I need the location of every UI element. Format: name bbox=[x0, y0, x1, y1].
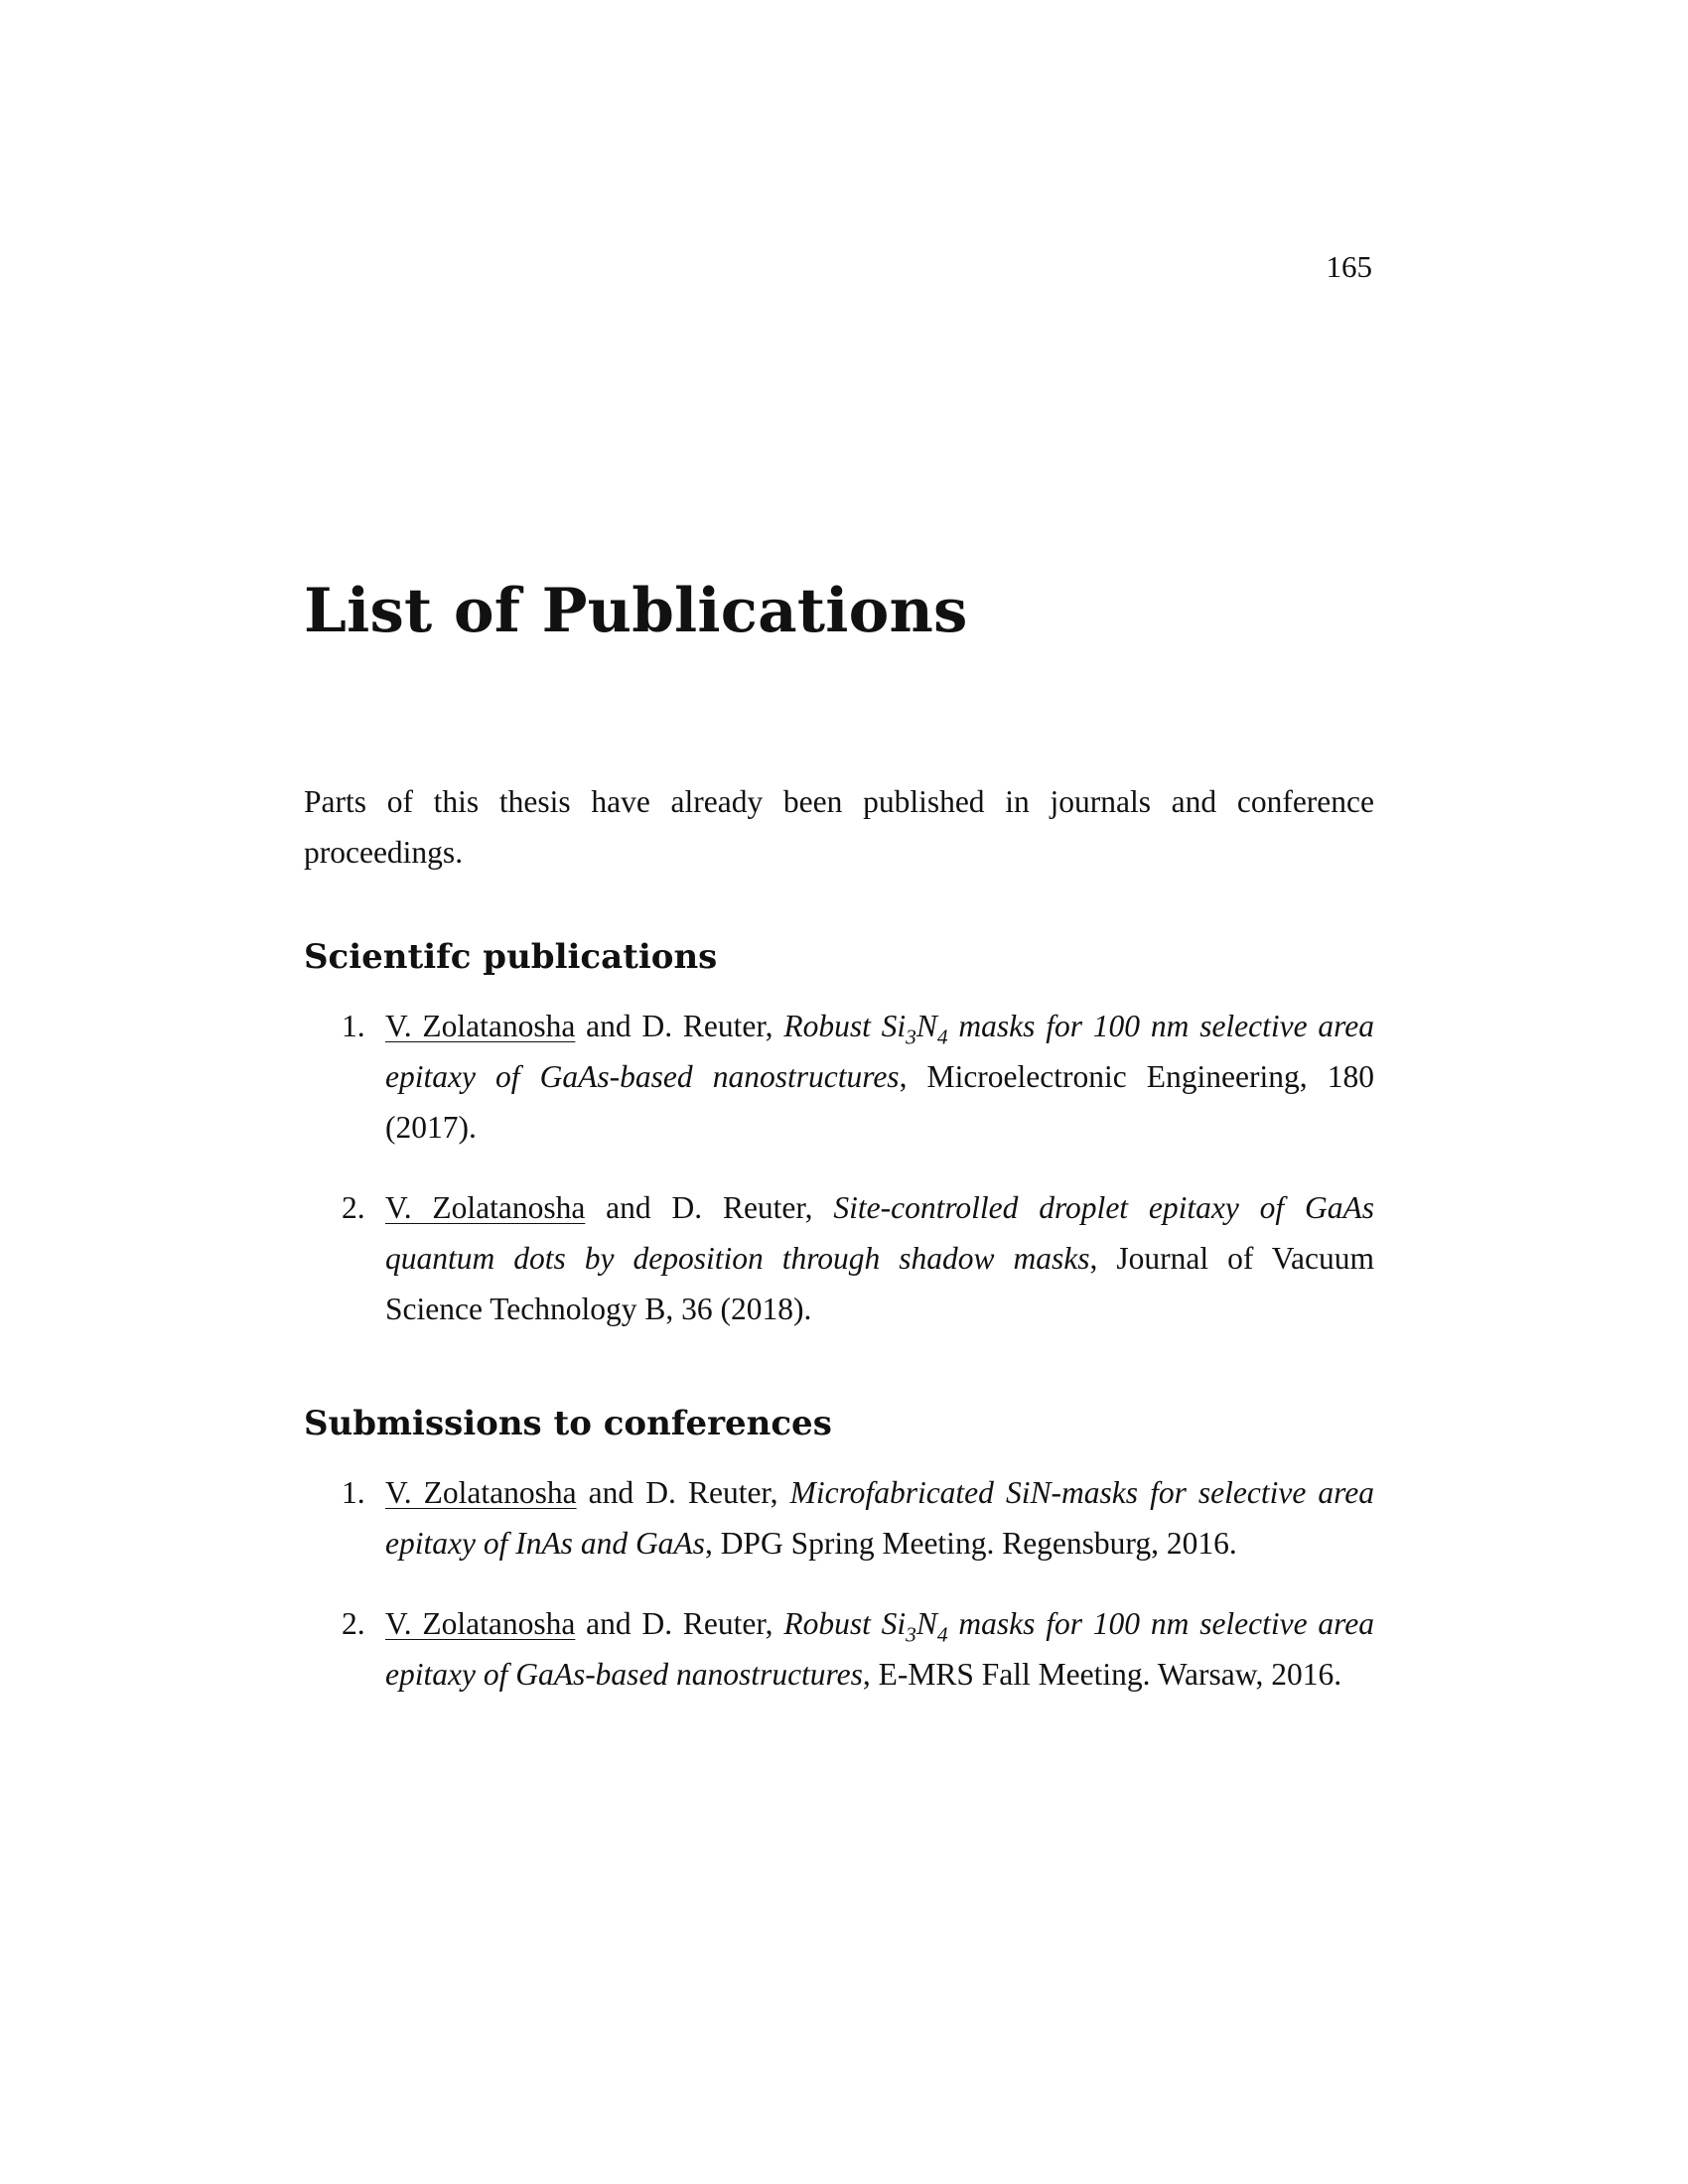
publication-entry bbox=[304, 1001, 1374, 1153]
conference-venue: , E-MRS Fall Meeting. Warsaw, 2016. bbox=[862, 1657, 1342, 1692]
entry-number: 2. bbox=[342, 1606, 365, 1641]
page-number: 165 bbox=[1326, 249, 1372, 284]
conference-list bbox=[304, 1467, 1374, 1700]
conference-title: Robust $Si_3N_4$ masks for 100 nm selective area epitaxy of GaAs-based nanostructures bbox=[385, 1606, 1375, 1692]
intro-paragraph: Parts of this thesis have already been published in journals and conference proceedings. bbox=[304, 784, 1374, 870]
publication-title: Robust $Si_3N_4$ masks for 100 nm selective area epitaxy of GaAs-based nanostructures bbox=[385, 1009, 1375, 1094]
author-name: V. Zolatanosha bbox=[385, 1475, 577, 1510]
conference-title: Microfabricated SiN-masks for selective area epitaxy of InAs and GaAs bbox=[385, 1475, 1374, 1561]
publication-list bbox=[304, 1001, 1374, 1334]
coauthor-text: and D. Reuter, bbox=[575, 1009, 784, 1043]
page-content bbox=[304, 776, 1374, 1729]
publication-venue: , Microelectronic Engineering, 180 (2017). bbox=[385, 1059, 1374, 1145]
publication-entry bbox=[304, 1182, 1374, 1334]
conference-venue: , DPG Spring Meeting. Regensburg, 2016. bbox=[704, 1526, 1237, 1561]
conference-entry bbox=[304, 1467, 1374, 1569]
coauthor-text: and D. Reuter, bbox=[575, 1606, 784, 1641]
coauthor-text: and D. Reuter, bbox=[585, 1190, 834, 1225]
section-heading-scientific-publications: Scientifc publications bbox=[304, 937, 718, 977]
entry-number: 1. bbox=[342, 1009, 365, 1043]
conference-entry bbox=[304, 1598, 1374, 1700]
author-name: V. Zolatanosha bbox=[385, 1606, 576, 1641]
entry-number: 2. bbox=[342, 1190, 365, 1225]
chapter-title: List of Publications bbox=[304, 576, 968, 646]
entry-number: 1. bbox=[342, 1475, 365, 1510]
coauthor-text: and D. Reuter, bbox=[576, 1475, 790, 1510]
publication-venue: , Journal of Vacuum Science Technology B, 36 (2018). bbox=[385, 1241, 1374, 1326]
author-name: V. Zolatanosha bbox=[385, 1190, 586, 1225]
author-name: V. Zolatanosha bbox=[385, 1009, 576, 1043]
section-heading-conference-submissions: Submissions to conferences bbox=[304, 1404, 832, 1443]
publication-title: Site-controlled droplet epitaxy of GaAs quantum dots by deposition through shadow masks bbox=[385, 1190, 1374, 1276]
